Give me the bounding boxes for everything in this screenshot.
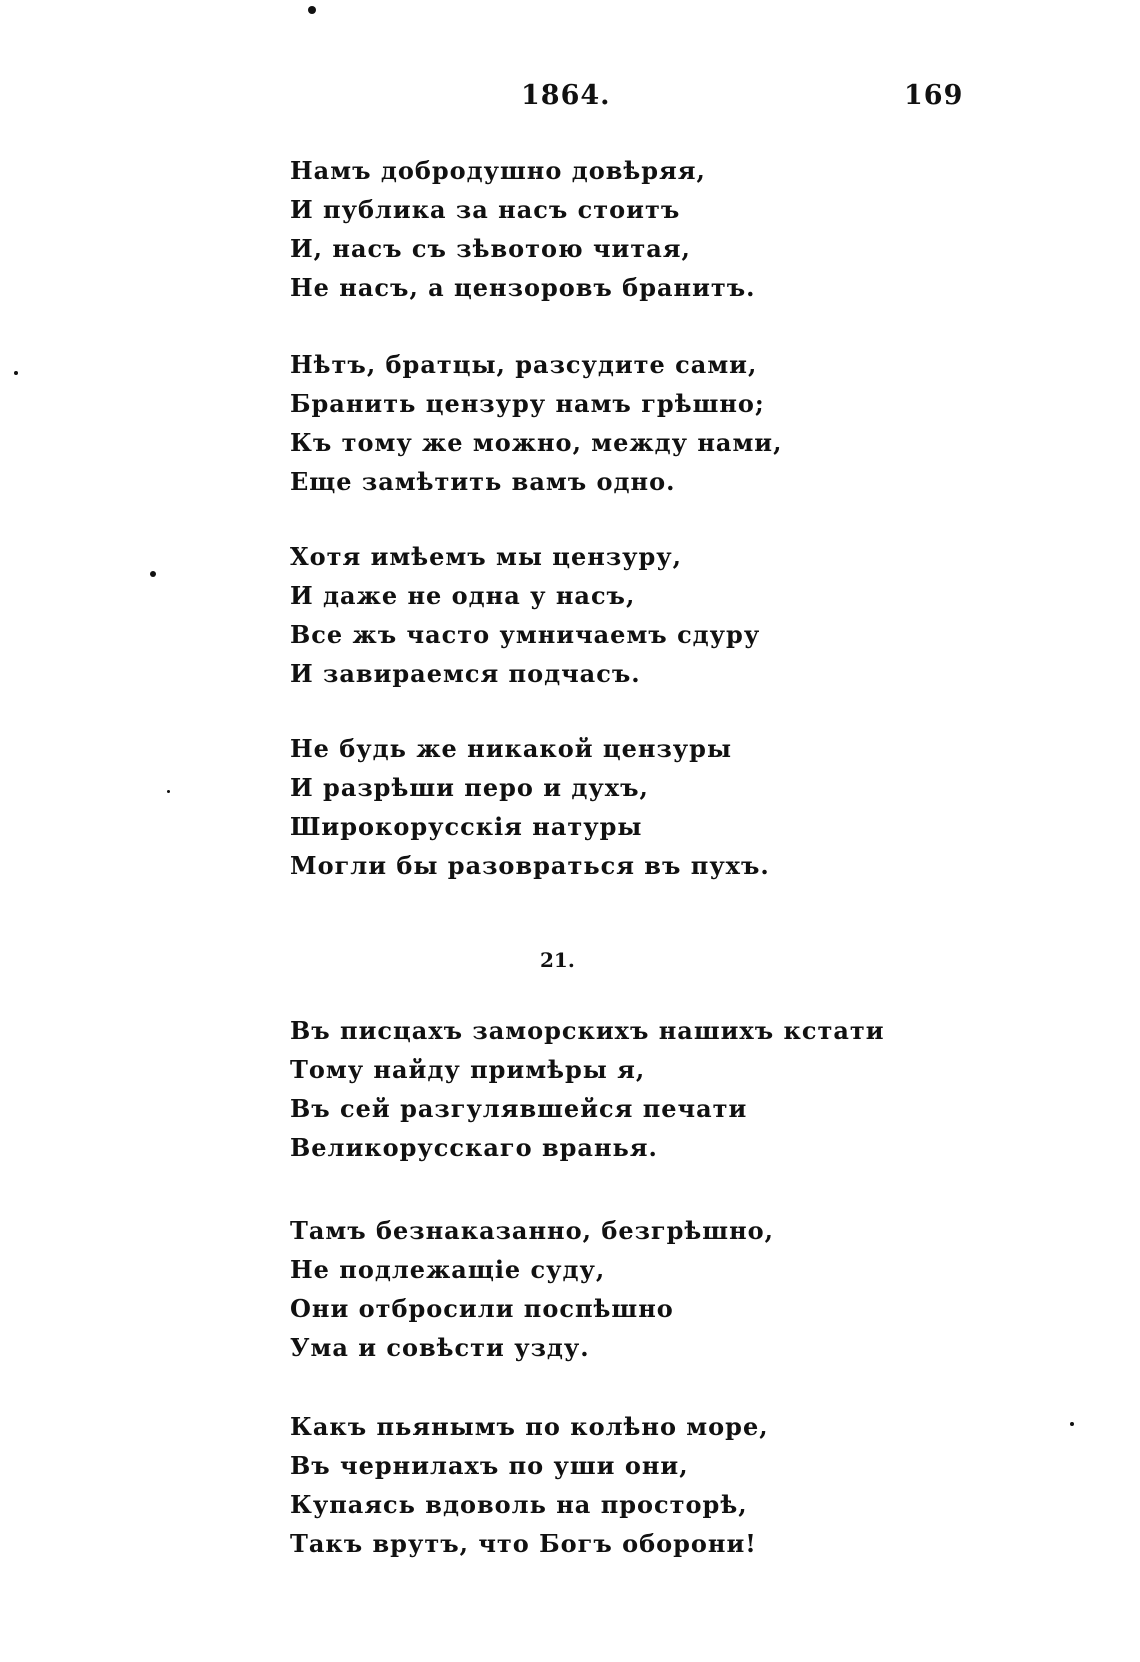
verse-line: Тамъ безнаказанно, безгрѣшно, [290, 1216, 775, 1245]
verse-line: Широкорусскія натуры [290, 812, 643, 841]
running-header-year: 1864. [521, 80, 611, 111]
stanza [290, 345, 782, 501]
stanza [290, 729, 770, 885]
verse-line: Ума и совѣсти узду. [290, 1333, 590, 1362]
verse-line: Бранить цензуру намъ грѣшно; [290, 389, 765, 418]
verse-line: Въ чернилахъ по уши они, [290, 1451, 689, 1480]
poem-number: 21. [540, 948, 575, 972]
verse-line: И завираемся подчасъ. [290, 659, 641, 688]
verse-line: И даже не одна у насъ, [290, 581, 636, 610]
verse-line: Купаясь вдоволь на просторѣ, [290, 1490, 748, 1519]
verse-line: Въ сей разгулявшейся печати [290, 1094, 748, 1123]
stanza [290, 1407, 769, 1563]
verse-line: Они отбросили поспѣшно [290, 1294, 674, 1323]
ink-speck [167, 790, 170, 793]
verse-line: Намъ добродушно довѣряя, [290, 156, 706, 185]
stanza [290, 1211, 774, 1367]
verse-line: Къ тому же можно, между нами, [290, 428, 783, 457]
ink-speck [14, 371, 18, 375]
page-number: 169 [904, 80, 964, 111]
verse-line: Такъ врутъ, что Богъ оборони! [290, 1529, 757, 1558]
stanza [290, 1011, 885, 1167]
verse-line: И разрѣши перо и духъ, [290, 773, 649, 802]
verse-line: Какъ пьянымъ по колѣно море, [290, 1412, 769, 1441]
verse-line: И публика за насъ стоитъ [290, 195, 681, 224]
ink-speck [308, 6, 316, 14]
verse-line: Тому найду примѣры я, [290, 1055, 646, 1084]
verse-line: Великорусскаго вранья. [290, 1133, 658, 1162]
stanza [290, 537, 760, 693]
verse-line: Не будь же никакой цензуры [290, 734, 733, 763]
verse-line: И, насъ съ зѣвотою читая, [290, 234, 691, 263]
verse-line: Могли бы разовраться въ пухъ. [290, 851, 770, 880]
verse-line: Нѣтъ, братцы, разсудите сами, [290, 350, 758, 379]
verse-line: Еще замѣтить вамъ одно. [290, 467, 676, 496]
verse-line: Хотя имѣемъ мы цензуру, [290, 542, 682, 571]
verse-line: Все жъ часто умничаемъ сдуру [290, 620, 761, 649]
verse-line: Въ писцахъ заморскихъ нашихъ кстати [290, 1016, 885, 1045]
verse-line: Не насъ, а цензоровъ бранитъ. [290, 273, 756, 302]
ink-speck [1070, 1422, 1074, 1426]
ink-speck [150, 571, 156, 577]
stanza [290, 151, 756, 307]
verse-line: Не подлежащіе суду, [290, 1255, 606, 1284]
